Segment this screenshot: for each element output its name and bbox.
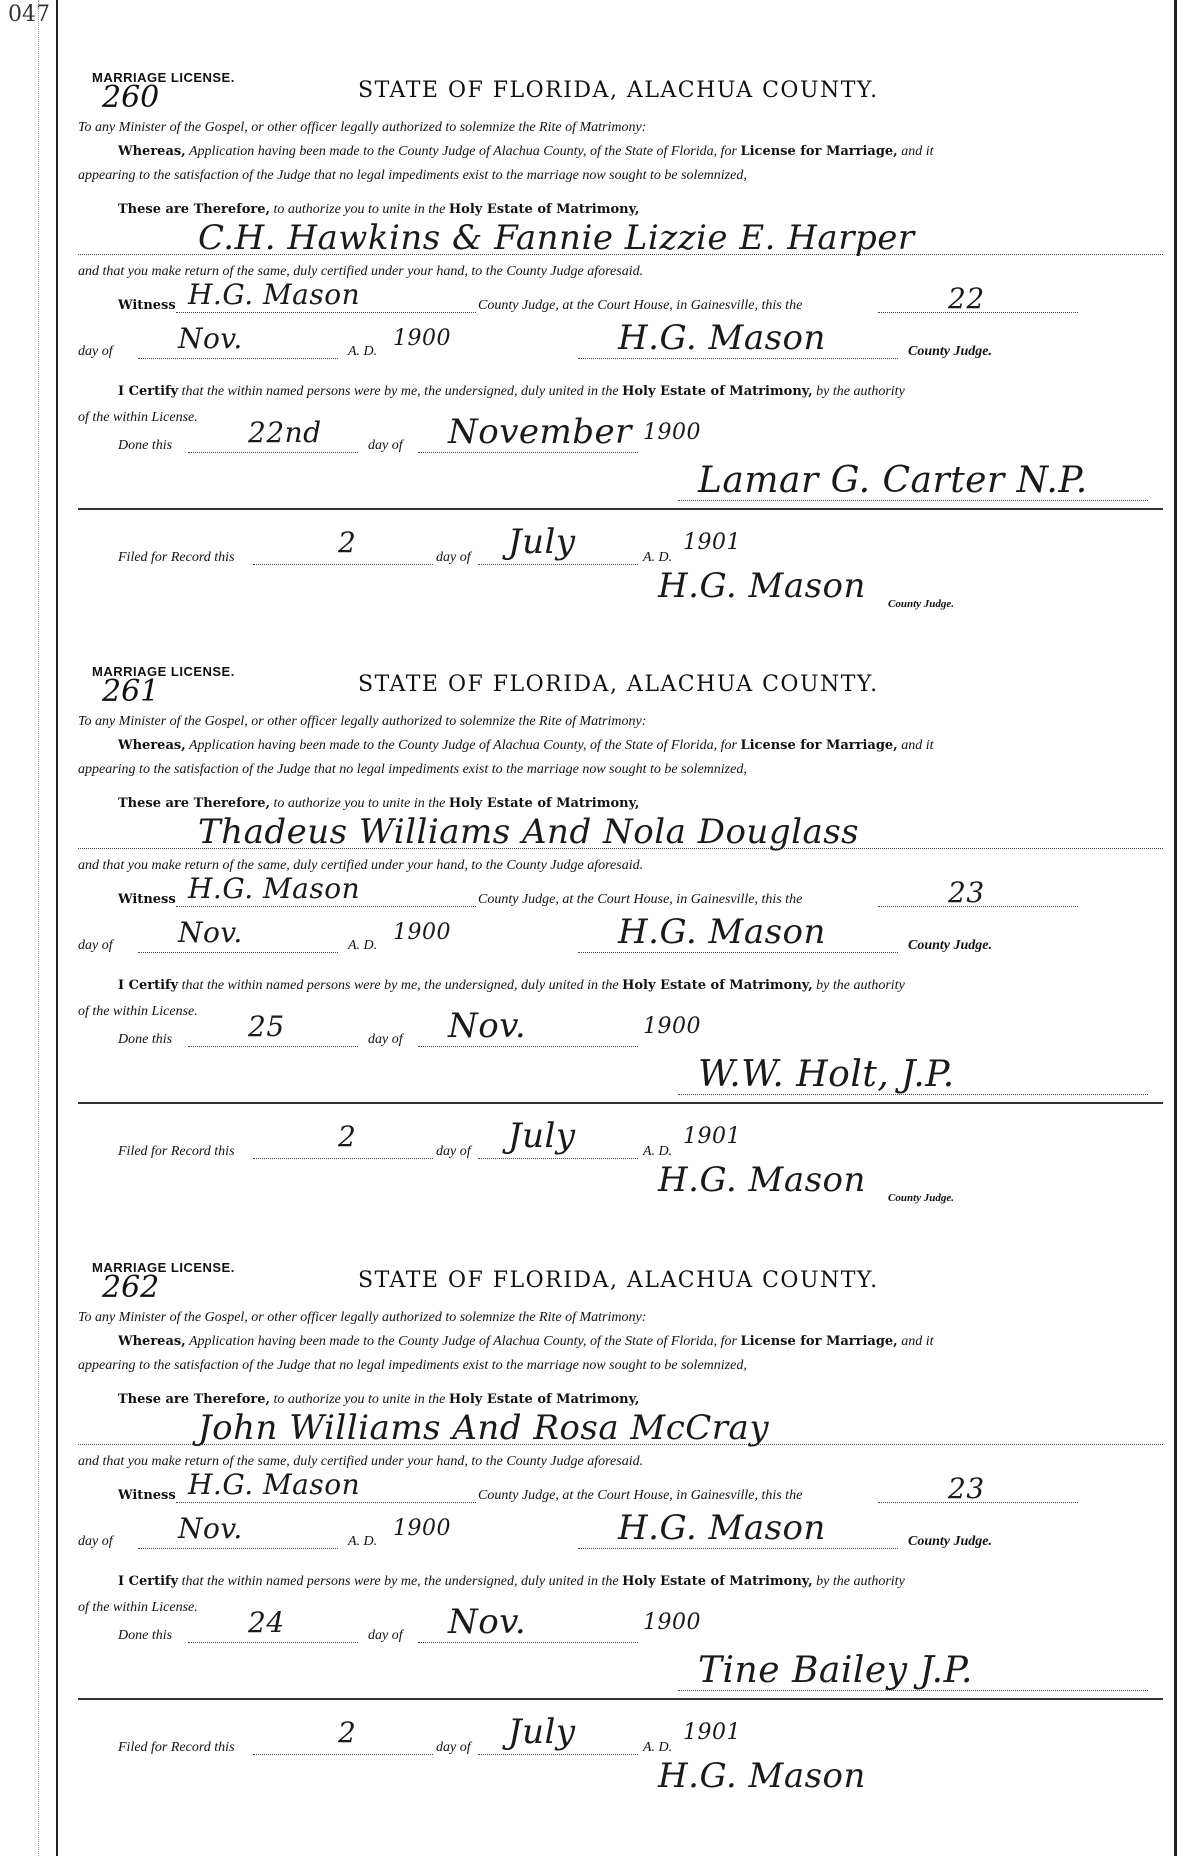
license-for-marriage: License for Marriage, [740,738,898,753]
whereas-word: Whereas, [118,1334,186,1349]
by-authority: by the authority [816,384,905,399]
whereas-line [118,1334,933,1350]
holy-estate-certify: Holy Estate of Matrimony, [622,384,813,399]
done-day-of: day of [368,1032,403,1047]
return-line: and that you make return of the same, duly certified under your hand, to the County Judge aforesaid. [78,1454,644,1469]
witness-word-wrap [118,1488,176,1504]
court-text: County Judge, at the Court House, in Gainesville, this the [478,298,803,313]
and-it: and it [901,144,934,159]
filed-day-rule [253,564,433,565]
whereas-line [118,738,933,754]
witness-signature: H.G. Mason [188,1468,361,1501]
certify-line [118,1574,905,1590]
judge-signature: H.G. Mason [618,318,826,358]
day-rule [878,312,1078,313]
done-this-label: Done this [118,1032,173,1047]
address-line: To any Minister of the Gospel, or other officer legally authorized to solemnize the Rite of Matrimony: [78,1310,647,1325]
certify-word: I Certify [118,384,179,399]
ad-label: A. D. [348,344,378,359]
ad-label: A. D. [348,1534,378,1549]
license-number: 261 [102,674,160,709]
within-license: of the within License. [78,410,198,425]
appearing-line: appearing to the satisfaction of the Judge that no legal impediments exist to the marriage now sought to be solemnized, [78,762,747,777]
judge-rule [578,952,898,953]
filed-ad: A. D. [643,550,673,565]
witness-rule [176,312,476,313]
license-number: 260 [102,80,160,115]
filed-month-rule [478,564,638,565]
filed-day-rule [253,1158,433,1159]
license-heading: STATE OF FLORIDA, ALACHUA COUNTY. [358,78,879,103]
license-number: 262 [102,1270,160,1305]
within-license: of the within License. [78,1600,198,1615]
done-this-label: Done this [118,438,173,453]
filed-month: July [508,522,576,562]
filed-month-rule [478,1754,638,1755]
filed-signature: H.G. Mason [658,1160,866,1200]
done-year: 1900 [643,1610,701,1635]
filed-label: Filed for Record this [118,550,235,565]
court-text: County Judge, at the Court House, in Gainesville, this the [478,892,803,907]
day-rule [878,1502,1078,1503]
done-year: 1900 [643,1014,701,1039]
holy-estate: Holy Estate of Matrimony, [448,1392,640,1407]
these-are-line [118,796,639,812]
witness-word-wrap [118,298,176,314]
certify-text: that the within named persons were by me, the undersigned, duly united in the [181,1574,619,1589]
and-it: and it [901,738,934,753]
whereas-line [118,144,933,160]
judge-signature: H.G. Mason [618,1508,826,1548]
done-day: 24 [248,1606,285,1639]
license-for-marriage: License for Marriage, [740,1334,898,1349]
section-rule [78,508,1163,510]
witness-word: Witness [118,298,176,313]
names-rule [78,1444,1163,1445]
these-are-line [118,202,639,218]
filed-signature: H.G. Mason [658,1756,866,1796]
license-year: 1900 [393,920,451,945]
certify-text: that the within named persons were by me, the undersigned, duly united in the [181,384,619,399]
done-day-of: day of [368,438,403,453]
done-day-rule [188,452,358,453]
left-dotted-line [38,0,39,1856]
license-month: Nov. [178,1512,243,1545]
filed-year: 1901 [683,1720,741,1745]
license-day: 22 [948,282,985,315]
done-month-rule [418,452,638,453]
marriage-license [58,0,1170,610]
filed-label: Filed for Record this [118,1144,235,1159]
officiant-rule [678,1690,1148,1691]
appearing-line: appearing to the satisfaction of the Judge that no legal impediments exist to the marriage now sought to be solemnized, [78,1358,747,1373]
holy-estate-certify: Holy Estate of Matrimony, [622,978,813,993]
certify-line [118,978,905,994]
county-judge-label: County Judge. [908,344,993,359]
license-label: MARRIAGE LICENSE. [92,1260,235,1275]
witness-word: Witness [118,1488,176,1503]
to-authorize: to authorize you to unite in the [273,796,446,811]
done-month: Nov. [448,1006,527,1046]
day-of-label: day of [78,1534,113,1549]
filed-ad: A. D. [643,1144,673,1159]
license-year: 1900 [393,326,451,351]
marriage-license [58,586,1170,1204]
filed-day: 2 [338,1716,357,1749]
judge-rule [578,1548,898,1549]
address-line: To any Minister of the Gospel, or other officer legally authorized to solemnize the Rite of Matrimony: [78,714,647,729]
holy-estate-certify: Holy Estate of Matrimony, [622,1574,813,1589]
and-it: and it [901,1334,934,1349]
filed-signature: H.G. Mason [658,566,866,606]
filed-day-of: day of [436,1740,471,1755]
license-heading: STATE OF FLORIDA, ALACHUA COUNTY. [358,1268,879,1293]
filed-county-judge: County Judge. [888,598,955,610]
by-authority: by the authority [816,978,905,993]
holy-estate: Holy Estate of Matrimony, [448,796,640,811]
done-year: 1900 [643,420,701,445]
filed-ad: A. D. [643,1740,673,1755]
whereas-word: Whereas, [118,144,186,159]
ad-label: A. D. [348,938,378,953]
page-corner-number: 047 [8,2,50,27]
filed-year: 1901 [683,530,741,555]
these-are-therefore: These are Therefore, [118,1392,271,1407]
license-for-marriage: License for Marriage, [740,144,898,159]
witness-rule [176,906,476,907]
filed-day: 2 [338,1120,357,1153]
done-month-rule [418,1046,638,1047]
certify-text: that the within named persons were by me, the undersigned, duly united in the [181,978,619,993]
section-rule [78,1698,1163,1700]
filed-day-rule [253,1754,433,1755]
month-rule [138,1548,338,1549]
these-are-therefore: These are Therefore, [118,796,271,811]
couple-names: John Williams And Rosa McCray [198,1408,770,1448]
day-of-label: day of [78,938,113,953]
within-license: of the within License. [78,1004,198,1019]
officiant-signature: Tine Bailey J.P. [698,1650,973,1691]
county-judge-label: County Judge. [908,938,993,953]
right-margin-line [1174,0,1177,1856]
done-day-rule [188,1642,358,1643]
day-rule [878,906,1078,907]
license-label: MARRIAGE LICENSE. [92,70,235,85]
officiant-rule [678,1094,1148,1095]
return-line: and that you make return of the same, duly certified under your hand, to the County Judge aforesaid. [78,858,644,873]
filed-month: July [508,1116,576,1156]
officiant-rule [678,500,1148,501]
done-month-rule [418,1642,638,1643]
witness-signature: H.G. Mason [188,278,361,311]
done-this-label: Done this [118,1628,173,1643]
county-judge-label: County Judge. [908,1534,993,1549]
return-line: and that you make return of the same, duly certified under your hand, to the County Judge aforesaid. [78,264,644,279]
witness-word: Witness [118,892,176,907]
done-day-rule [188,1046,358,1047]
marriage-license [58,1182,1170,1796]
to-authorize: to authorize you to unite in the [273,202,446,217]
these-are-therefore: These are Therefore, [118,202,271,217]
license-month: Nov. [178,322,243,355]
month-rule [138,952,338,953]
names-rule [78,848,1163,849]
day-of-label: day of [78,344,113,359]
done-day-of: day of [368,1628,403,1643]
license-year: 1900 [393,1516,451,1541]
holy-estate: Holy Estate of Matrimony, [448,202,640,217]
address-line: To any Minister of the Gospel, or other officer legally authorized to solemnize the Rite of Matrimony: [78,120,647,135]
court-text: County Judge, at the Court House, in Gainesville, this the [478,1488,803,1503]
couple-names: C.H. Hawkins & Fannie Lizzie E. Harper [198,218,915,258]
whereas-word: Whereas, [118,738,186,753]
license-day: 23 [948,876,985,909]
filed-label: Filed for Record this [118,1740,235,1755]
filed-year: 1901 [683,1124,741,1149]
license-day: 23 [948,1472,985,1505]
filed-month-rule [478,1158,638,1159]
officiant-signature: W.W. Holt, J.P. [698,1054,955,1095]
certify-word: I Certify [118,1574,179,1589]
whereas-text: Application having been made to the County Judge of Alachua County, of the State of Florida, for [188,738,737,753]
appearing-line: appearing to the satisfaction of the Judge that no legal impediments exist to the marriage now sought to be solemnized, [78,168,747,183]
certify-word: I Certify [118,978,179,993]
officiant-signature: Lamar G. Carter N.P. [698,460,1088,501]
license-label: MARRIAGE LICENSE. [92,664,235,679]
couple-names: Thadeus Williams And Nola Douglass [198,812,860,852]
these-are-line [118,1392,639,1408]
judge-rule [578,358,898,359]
done-day: 22nd [248,416,322,449]
to-authorize: to authorize you to unite in the [273,1392,446,1407]
whereas-text: Application having been made to the County Judge of Alachua County, of the State of Florida, for [188,144,737,159]
section-rule [78,1102,1163,1104]
whereas-text: Application having been made to the County Judge of Alachua County, of the State of Florida, for [188,1334,737,1349]
filed-county-judge: County Judge. [888,1192,955,1204]
certify-line [118,384,905,400]
done-month: November [448,412,632,452]
filed-day: 2 [338,526,357,559]
witness-rule [176,1502,476,1503]
done-day: 25 [248,1010,285,1043]
filed-month: July [508,1712,576,1752]
witness-word-wrap [118,892,176,908]
month-rule [138,358,338,359]
by-authority: by the authority [816,1574,905,1589]
license-month: Nov. [178,916,243,949]
judge-signature: H.G. Mason [618,912,826,952]
license-heading: STATE OF FLORIDA, ALACHUA COUNTY. [358,672,879,697]
filed-day-of: day of [436,550,471,565]
filed-day-of: day of [436,1144,471,1159]
done-month: Nov. [448,1602,527,1642]
witness-signature: H.G. Mason [188,872,361,905]
names-rule [78,254,1163,255]
